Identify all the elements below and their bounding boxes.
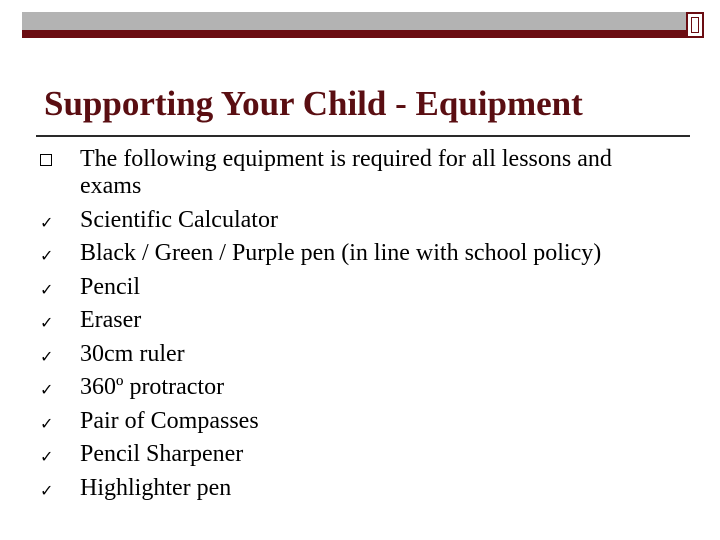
corner-square-icon [686, 12, 704, 38]
list-item [40, 441, 680, 468]
list-item [40, 374, 680, 401]
check-mark-icon: ✓ [40, 413, 54, 433]
list-item-text: 30cm ruler [80, 340, 185, 367]
list-item [40, 274, 680, 301]
list-item-text: Pair of Compasses [80, 407, 259, 434]
list-item-text: 360º protractor [80, 374, 225, 400]
check-mark-icon: ✓ [40, 447, 54, 466]
header-band [22, 12, 686, 30]
check-mark-icon: ✓ [40, 346, 54, 366]
check-mark-icon: ✓ [40, 246, 54, 265]
list-item [40, 207, 680, 234]
header-accent-line [22, 30, 686, 38]
check-mark-icon: ✓ [40, 480, 54, 500]
list-item-text: Pencil Sharpener [80, 441, 244, 467]
equipment-list [40, 146, 680, 508]
title-divider [36, 135, 690, 137]
slide-title: Supporting Your Child - Equipment [44, 84, 583, 123]
list-item-text: The following equipment is required for all lessons and exams [80, 146, 612, 199]
list-item-text: Pencil [80, 273, 140, 300]
list-item-text: Black / Green / Purple pen (in line with school policy) [80, 240, 602, 266]
check-mark-icon: ✓ [40, 212, 54, 232]
list-item [40, 475, 680, 502]
list-item [40, 240, 680, 267]
check-mark-icon: ✓ [40, 380, 54, 399]
check-mark-icon: ✓ [40, 313, 54, 332]
list-item [40, 408, 680, 435]
list-item-text: Scientific Calculator [80, 206, 278, 233]
list-item [40, 146, 680, 200]
list-item-text: Highlighter pen [80, 474, 232, 501]
list-item [40, 341, 680, 368]
list-item [40, 307, 680, 334]
square-bullet-icon [40, 146, 80, 173]
check-mark-icon: ✓ [40, 279, 54, 299]
list-item-text: Eraser [80, 307, 142, 333]
